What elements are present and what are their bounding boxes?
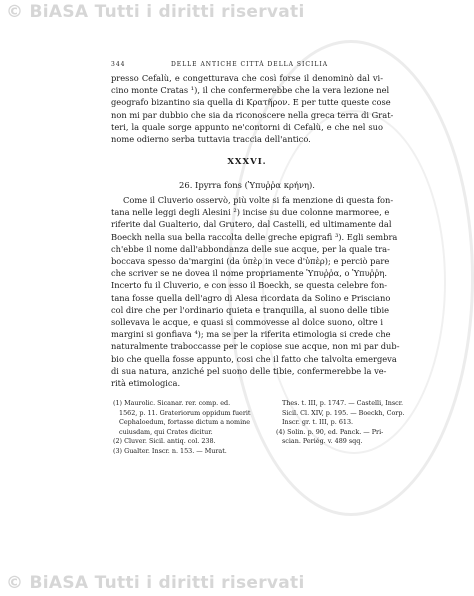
section-subheading: 26. Ipyrra fons (Ὑπυῤῥα κρήνη).: [179, 180, 315, 190]
footnotes-right-column: [276, 399, 405, 447]
text-line: Come il Cluverio osservò, più volte si fa menzione di questa fon-: [123, 195, 394, 205]
text-line: presso Cefalù, e congetturava che così forse il denominò dal vi-: [111, 73, 383, 83]
footnote-line: cuiusdam, qui Crates dicitur.: [119, 427, 213, 436]
watermark-top: © BiASA Tutti i diritti riservati: [6, 2, 305, 22]
text-line: tana fosse quella dell'agro di Alesa ricordata da Solino e Prisciano: [111, 292, 391, 303]
footnote-line: (3) Gualter. Inscr. n. 153. — Murat.: [113, 446, 227, 455]
footnote-line: Thes. t. III, p. 1747. — Castelli, Inscr.: [282, 399, 404, 407]
footnote-line: 1562, p. 11. Grateriorum oppidum fuerit: [119, 408, 251, 417]
footnote-line: scian. Periég. v. 489 sqq.: [282, 437, 363, 446]
watermark-bottom: © BiASA Tutti i diritti riservati: [6, 573, 305, 593]
footnote-line: Inscr. gr. t. III, p. 613.: [282, 418, 354, 427]
text-line: tana nelle leggi degli Alesini ²) incise su due colonne marmoree, e: [111, 207, 390, 218]
text-line: cino monte Cratas ¹), il che confermerebbe che la vera lezione nel: [111, 85, 390, 96]
text-line: bio che quella fosse appunto, cosi che il fatto che talvolta emergeva: [111, 353, 397, 364]
text-line: sollevava le acque, e quasi si commovesse al dolce suono, oltre i: [111, 317, 383, 328]
paragraph-grateri: [111, 72, 394, 145]
text-line: Incerto fu il Cluverio, e con esso il Boeckh, se questa celebre fon-: [111, 280, 388, 291]
footnote-line: Cephaloedum, fortasse dictum a nomine: [119, 418, 251, 427]
page-number: 344: [111, 61, 126, 68]
text-line: di sua natura, anziché pel suono delle tibie, confermerebbe la ve-: [111, 365, 387, 376]
text-line: rità etimologica.: [111, 378, 181, 389]
text-line: col dire che per l'ordinario quieta e tranquilla, al suono delle tibie: [111, 304, 390, 315]
footnote-line: (2) Cluver. Sicil. antiq. col. 238.: [113, 437, 216, 446]
text-line: che scriver se ne dovea il nome propriamente Ὑπυῤῥα, o Ὑπυῤῥη.: [111, 268, 388, 279]
paragraph-ipyrra: [111, 194, 400, 389]
footnote-line: (4) Solin. p. 90, ed. Panck. — Pri-: [276, 427, 384, 436]
text-line: ch'ebbe il nome dall'abbondanza delle sue acque, per la quale tra-: [111, 243, 390, 254]
text-line: geografo bizantino sia quella di Κρατῆρον. E per tutte queste cose: [111, 97, 391, 108]
text-line: boccava spesso da'margini (da ὑπὲρ in vece d'ὑπὲρ); e perciò pare: [111, 256, 390, 267]
text-line: teri, la quale sorge appunto ne'contorni di Cefalù, e che nel suo: [111, 121, 383, 132]
footnote-line: Sicil. Cl. XIV, p. 195. — Boeckh, Corp.: [282, 408, 405, 417]
text-line: Boeckh nella sua bella raccolta delle greche epigrafi ³). Egli sembra: [111, 231, 398, 242]
text-line: margini si gonfiava ⁴); ma se per la riferita etimologia si crede che: [111, 329, 391, 340]
section-number: XXXVI.: [227, 157, 267, 167]
running-title: DELLE ANTICHE CITTÀ DELLA SICILIA: [171, 61, 329, 68]
text-line: riferite dal Gualterio, dal Grutero, dal Castelli, ed ultimamente dal: [111, 219, 392, 230]
text-line: naturalmente traboccasse per le copiose sue acque, non mi par dub-: [111, 341, 400, 352]
text-line: nome odierno serba tuttavia traccia dell'antico.: [111, 134, 311, 145]
footnote-line: (1) Maurolic. Sicanar. rer. comp. ed.: [113, 399, 231, 407]
text-line: non mi par dubbio che sia da riconoscere nella greca terra di Grat-: [111, 109, 394, 120]
footnotes-left-column: [113, 399, 273, 457]
